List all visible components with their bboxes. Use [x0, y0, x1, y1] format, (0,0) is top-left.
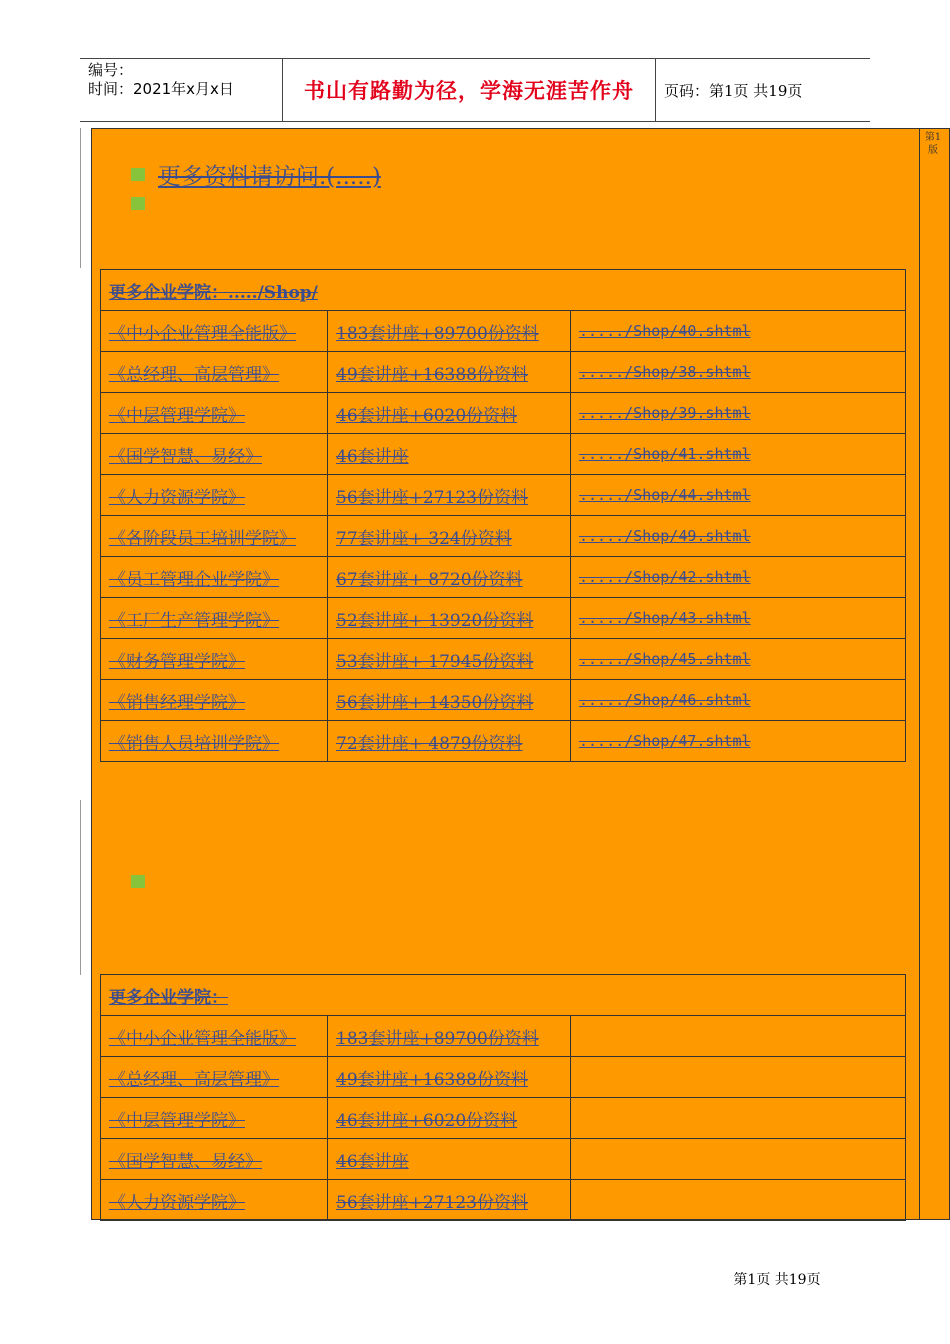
- academy-table-1: [100, 269, 906, 762]
- academy-url-cell: [571, 721, 906, 762]
- left-margin-line: [80, 800, 81, 975]
- table-row: [101, 639, 906, 680]
- table-row: [101, 1016, 906, 1057]
- table-row: [101, 680, 906, 721]
- academy-name-cell: [101, 721, 328, 762]
- academy-url-link[interactable]: ...../Shop/47.shtml: [579, 732, 751, 750]
- visit-link[interactable]: 更多资料请访问.(.....): [158, 164, 381, 190]
- academy-name-cell: [101, 1139, 328, 1180]
- academy-url-link[interactable]: ...../Shop/46.shtml: [579, 691, 751, 709]
- academy-table-2: [100, 974, 906, 1221]
- table-row: [101, 1098, 906, 1139]
- academy-name-cell: [101, 1180, 328, 1221]
- academy-name-link[interactable]: 《各阶段员工培训学院》: [109, 528, 296, 549]
- table-row: [101, 598, 906, 639]
- header-meta: [88, 61, 283, 99]
- number-label: 编号：: [88, 61, 134, 79]
- table-row: [101, 352, 906, 393]
- table-row: [101, 1057, 906, 1098]
- table-row: [101, 516, 906, 557]
- academy-name-link[interactable]: 《人力资源学院》: [109, 1192, 245, 1213]
- academy-name-link[interactable]: 《中小企业管理全能版》: [109, 1028, 296, 1049]
- academy-url-cell: [571, 1016, 906, 1057]
- academy-url-cell: [571, 598, 906, 639]
- academy-name-cell: [101, 557, 328, 598]
- table-row: [101, 557, 906, 598]
- table-row: [101, 434, 906, 475]
- academy-url-cell: [571, 311, 906, 352]
- page-header: [80, 58, 870, 122]
- academy-url-cell: [571, 557, 906, 598]
- academy-name-cell: [101, 1057, 328, 1098]
- academy-name-link[interactable]: 《销售人员培训学院》: [109, 733, 279, 754]
- academy-name-cell: [101, 311, 328, 352]
- academy-desc-link[interactable]: 183套讲座+89700份资料: [336, 323, 539, 344]
- academy-desc-cell: [328, 680, 571, 721]
- table-row: [101, 475, 906, 516]
- academy-desc-cell: [328, 1139, 571, 1180]
- academy-desc-link[interactable]: 67套讲座+ 8720份资料: [336, 569, 523, 590]
- bullet-icon: [131, 168, 145, 181]
- academy-name-cell: [101, 639, 328, 680]
- academy-url-cell: [571, 1057, 906, 1098]
- academy-desc-cell: [328, 721, 571, 762]
- edition-label: 第1版: [924, 132, 942, 156]
- academy-url-link[interactable]: ...../Shop/44.shtml: [579, 486, 751, 504]
- academy-desc-link[interactable]: 46套讲座+6020份资料: [336, 1110, 518, 1131]
- table-row: [101, 1180, 906, 1221]
- academy-name-cell: [101, 1016, 328, 1057]
- academy-desc-cell: [328, 475, 571, 516]
- academy-desc-link[interactable]: 53套讲座+ 17945份资料: [336, 651, 534, 672]
- academy-name-link[interactable]: 《总经理、高层管理》: [109, 364, 279, 385]
- academy-url-link[interactable]: ...../Shop/45.shtml: [579, 650, 751, 668]
- academy-name-link[interactable]: 《中层管理学院》: [109, 405, 245, 426]
- academy-url-cell: [571, 1180, 906, 1221]
- table-row: [101, 311, 906, 352]
- side-column: [914, 128, 950, 1220]
- time-label: 时间：2021年x月x日: [88, 80, 234, 98]
- academy-desc-cell: [328, 598, 571, 639]
- academy-desc-cell: [328, 393, 571, 434]
- academy-url-link[interactable]: ...../Shop/42.shtml: [579, 568, 751, 586]
- academy-name-link[interactable]: 《国学智慧、易经》: [109, 1151, 262, 1172]
- table-row: [101, 1139, 906, 1180]
- academy-url-cell: [571, 393, 906, 434]
- academy-desc-cell: [328, 516, 571, 557]
- academy-url-link[interactable]: ...../Shop/39.shtml: [579, 404, 751, 422]
- academy-desc-link[interactable]: 46套讲座: [336, 446, 409, 467]
- academy-url-link[interactable]: ...../Shop/43.shtml: [579, 609, 751, 627]
- academy-url-cell: [571, 352, 906, 393]
- academy-desc-link[interactable]: 56套讲座+ 14350份资料: [336, 692, 534, 713]
- page-info: 页码：第1页 共19页: [664, 81, 803, 100]
- academy-desc-link[interactable]: 52套讲座+ 13920份资料: [336, 610, 534, 631]
- table-title: [101, 270, 906, 311]
- academy-desc-link[interactable]: 46套讲座: [336, 1151, 409, 1172]
- academy-name-link[interactable]: 《中小企业管理全能版》: [109, 323, 296, 344]
- academy-desc-cell: [328, 311, 571, 352]
- bullet-icon: [131, 197, 145, 210]
- academy-name-cell: [101, 393, 328, 434]
- academy-name-link[interactable]: 《工厂生产管理学院》: [109, 610, 279, 631]
- left-margin-line: [80, 128, 81, 268]
- academy-desc-cell: [328, 352, 571, 393]
- academy-name-cell: [101, 598, 328, 639]
- academy-name-link[interactable]: 《员工管理企业学院》: [109, 569, 279, 590]
- academy-desc-link[interactable]: 49套讲座+16388份资料: [336, 1069, 528, 1090]
- academy-desc-link[interactable]: 56套讲座+27123份资料: [336, 1192, 528, 1213]
- academy-name-cell: [101, 475, 328, 516]
- academy-url-cell: [571, 1098, 906, 1139]
- academy-url-cell: [571, 434, 906, 475]
- side-divider: [919, 129, 920, 1219]
- academy-name-cell: [101, 516, 328, 557]
- academy-desc-cell: [328, 1098, 571, 1139]
- academy-desc-link[interactable]: 56套讲座+27123份资料: [336, 487, 528, 508]
- academy-name-link[interactable]: 《财务管理学院》: [109, 651, 245, 672]
- academy-desc-cell: [328, 1057, 571, 1098]
- academy-url-cell: [571, 516, 906, 557]
- academy-desc-link[interactable]: 183套讲座+89700份资料: [336, 1028, 539, 1049]
- academy-name-cell: [101, 434, 328, 475]
- academy-url-link[interactable]: ...../Shop/40.shtml: [579, 322, 751, 340]
- academy-desc-link[interactable]: 49套讲座+16388份资料: [336, 364, 528, 385]
- table-row: [101, 393, 906, 434]
- academy-desc-cell: [328, 1180, 571, 1221]
- academy-desc-cell: [328, 434, 571, 475]
- academy-url-cell: [571, 680, 906, 721]
- academy-url-link[interactable]: ...../Shop/41.shtml: [579, 445, 751, 463]
- academy-desc-link[interactable]: 77套讲座+ 324份资料: [336, 528, 512, 549]
- academy-url-link[interactable]: ...../Shop/49.shtml: [579, 527, 751, 545]
- academy-desc-cell: [328, 1016, 571, 1057]
- academy-desc-cell: [328, 557, 571, 598]
- academy-url-cell: [571, 475, 906, 516]
- table-title-link[interactable]: 更多企业学院：: [109, 987, 228, 1008]
- academy-name-link[interactable]: 《销售经理学院》: [109, 692, 245, 713]
- table-title: [101, 975, 906, 1016]
- academy-url-cell: [571, 639, 906, 680]
- academy-desc-link[interactable]: 72套讲座+ 4879份资料: [336, 733, 523, 754]
- academy-name-link[interactable]: 《中层管理学院》: [109, 1110, 245, 1131]
- bullet-icon: [131, 875, 145, 888]
- motto: 书山有路勤为径，学海无涯苦作舟: [282, 59, 656, 121]
- academy-desc-link[interactable]: 46套讲座+6020份资料: [336, 405, 518, 426]
- footer-page-number: 第1页 共19页: [733, 1272, 821, 1288]
- academy-name-cell: [101, 352, 328, 393]
- academy-name-link[interactable]: 《人力资源学院》: [109, 487, 245, 508]
- page-footer: [0, 1269, 950, 1289]
- table-title-link[interactable]: 更多企业学院：...../Shop/: [109, 282, 318, 303]
- academy-desc-cell: [328, 639, 571, 680]
- academy-name-cell: [101, 680, 328, 721]
- academy-name-link[interactable]: 《总经理、高层管理》: [109, 1069, 279, 1090]
- academy-name-link[interactable]: 《国学智慧、易经》: [109, 446, 262, 467]
- academy-name-cell: [101, 1098, 328, 1139]
- academy-url-cell: [571, 1139, 906, 1180]
- table-row: [101, 721, 906, 762]
- academy-url-link[interactable]: ...../Shop/38.shtml: [579, 363, 751, 381]
